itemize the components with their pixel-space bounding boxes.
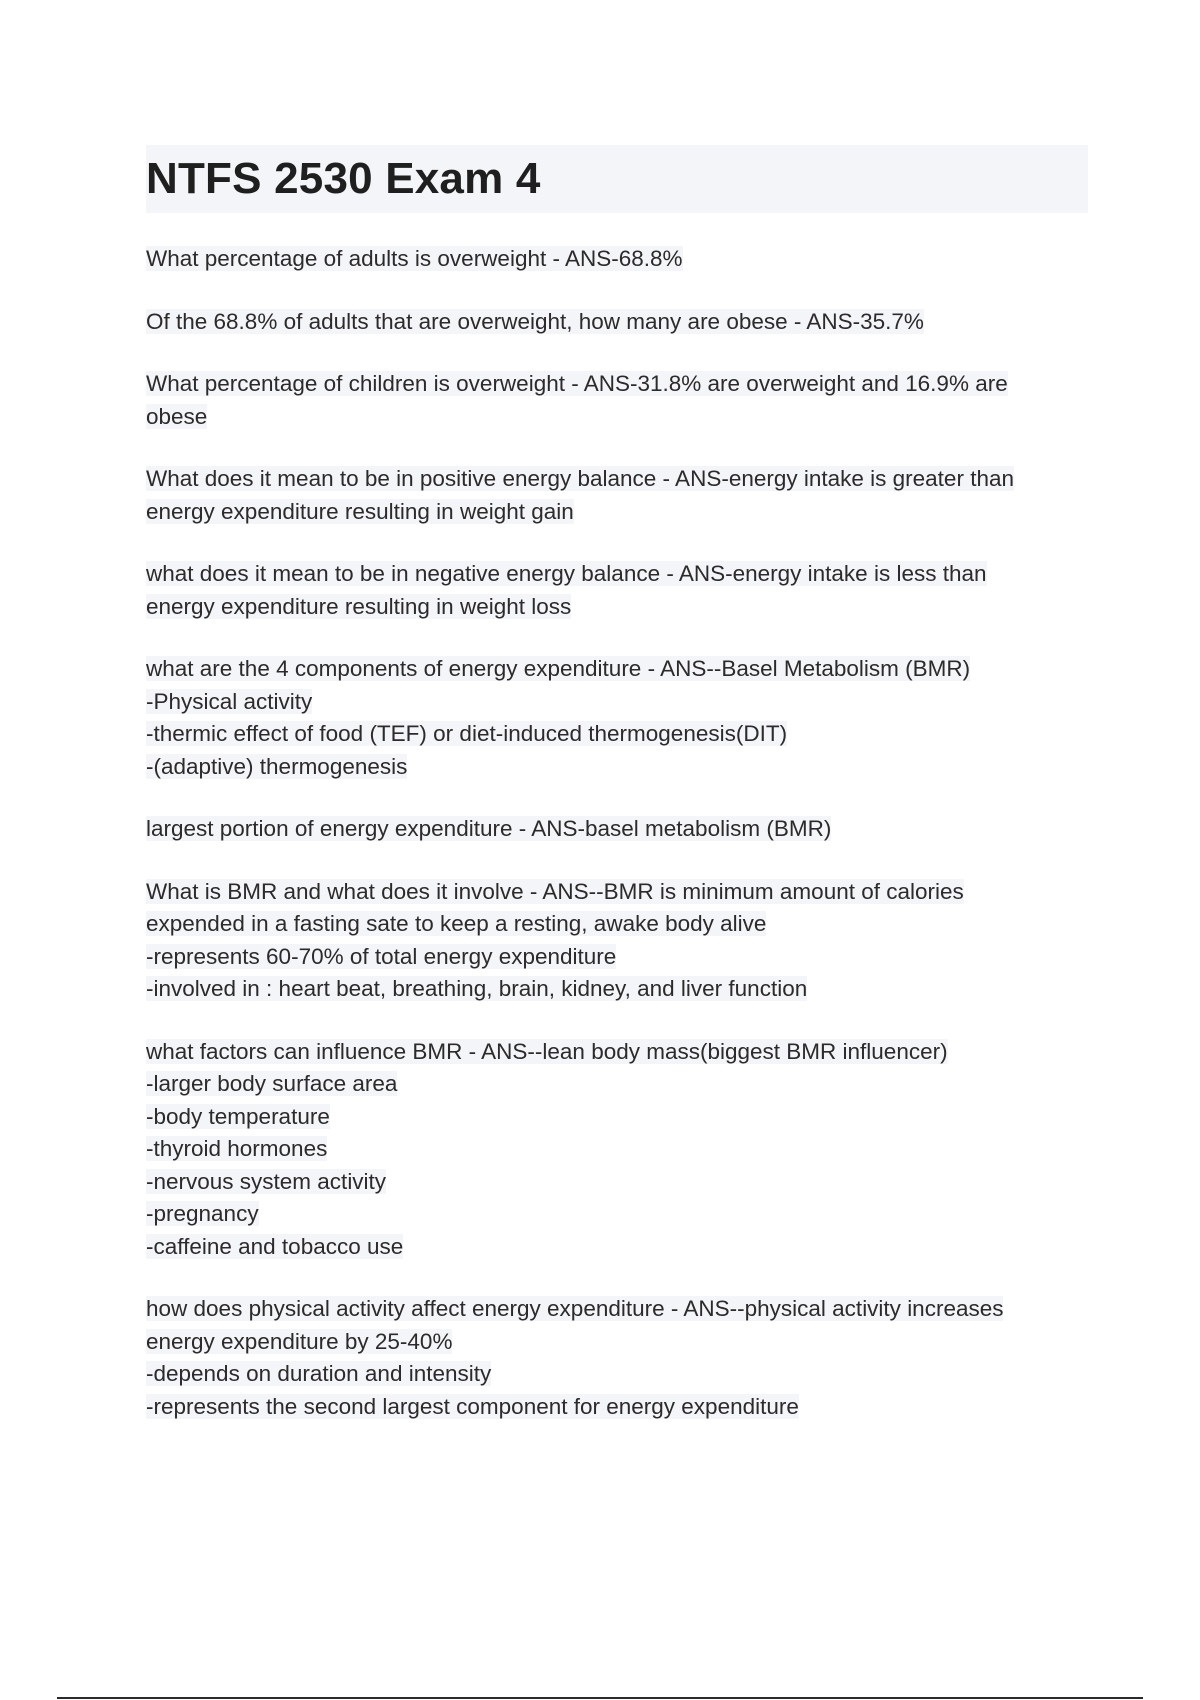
qa-line <box>146 1293 1088 1326</box>
qa-text: energy expenditure resulting in weight gain <box>146 498 574 524</box>
qa-text: what factors can influence BMR - ANS--lean body mass(biggest BMR influencer) <box>146 1038 948 1064</box>
qa-line <box>146 1068 1088 1101</box>
qa-line <box>146 368 1088 401</box>
qa-text: -represents 60-70% of total energy expenditure <box>146 943 617 969</box>
page-title: NTFS 2530 Exam 4 <box>146 154 541 203</box>
qa-text: What does it mean to be in positive energy balance - ANS-energy intake is greater than <box>146 466 1014 491</box>
qa-text: how does physical activity affect energy expenditure - ANS--physical activity increases <box>146 1296 1004 1321</box>
qa-line <box>146 1326 1088 1359</box>
qa-text: -pregnancy <box>146 1201 259 1226</box>
qa-line <box>146 876 1088 909</box>
qa-line <box>146 463 1088 496</box>
qa-line <box>146 653 1088 686</box>
qa-line <box>146 591 1088 624</box>
qa-text: -thyroid hormones <box>146 1136 328 1161</box>
qa-text: obese <box>146 403 208 429</box>
qa-line <box>146 401 1088 434</box>
qa-text: What is BMR and what does it involve - ANS--BMR is minimum amount of calories <box>146 878 964 904</box>
qa-line <box>146 306 1088 339</box>
qa-text: what are the 4 components of energy expenditure - ANS--Basel Metabolism (BMR) <box>146 656 971 681</box>
qa-line <box>146 243 1088 276</box>
qa-line <box>146 1391 1088 1424</box>
qa-item <box>146 463 1088 528</box>
qa-text: What percentage of adults is overweight - ANS-68.8% <box>146 246 683 271</box>
qa-item <box>146 243 1088 276</box>
qa-line <box>146 558 1088 591</box>
qa-line <box>146 1358 1088 1391</box>
qa-line <box>146 908 1088 941</box>
qa-text: energy expenditure by 25-40% <box>146 1328 453 1354</box>
qa-line <box>146 686 1088 719</box>
qa-line <box>146 1133 1088 1166</box>
qa-line <box>146 1166 1088 1199</box>
qa-item <box>146 653 1088 783</box>
qa-text: energy expenditure resulting in weight loss <box>146 593 572 619</box>
qa-line <box>146 751 1088 784</box>
qa-line <box>146 1036 1088 1069</box>
qa-text: -involved in : heart beat, breathing, brain, kidney, and liver function <box>146 976 808 1001</box>
qa-text: -thermic effect of food (TEF) or diet-induced thermogenesis(DIT) <box>146 721 788 746</box>
qa-line <box>146 1198 1088 1231</box>
qa-line <box>146 496 1088 529</box>
qa-item <box>146 876 1088 1006</box>
qa-text: -depends on duration and intensity <box>146 1361 492 1386</box>
title-block <box>146 145 1088 213</box>
qa-item <box>146 1293 1088 1423</box>
qa-item <box>146 813 1088 846</box>
qa-text: what does it mean to be in negative energy balance - ANS-energy intake is less than <box>146 561 987 586</box>
footer-rule <box>57 1697 1143 1699</box>
qa-text: expended in a fasting sate to keep a resting, awake body alive <box>146 911 767 936</box>
qa-list <box>146 243 1088 1453</box>
qa-line <box>146 718 1088 751</box>
qa-text: -Physical activity <box>146 688 313 714</box>
qa-item <box>146 558 1088 623</box>
qa-line <box>146 941 1088 974</box>
qa-line <box>146 973 1088 1006</box>
qa-text: -nervous system activity <box>146 1168 387 1194</box>
qa-text: -larger body surface area <box>146 1071 398 1096</box>
qa-text: largest portion of energy expenditure - ANS-basel metabolism (BMR) <box>146 816 832 841</box>
qa-text: Of the 68.8% of adults that are overweight, how many are obese - ANS-35.7% <box>146 308 924 334</box>
qa-item <box>146 306 1088 339</box>
qa-text: What percentage of children is overweight - ANS-31.8% are overweight and 16.9% are <box>146 371 1008 396</box>
qa-line <box>146 1231 1088 1264</box>
qa-text: -body temperature <box>146 1103 330 1129</box>
qa-text: -caffeine and tobacco use <box>146 1233 404 1259</box>
qa-line <box>146 813 1088 846</box>
qa-text: -(adaptive) thermogenesis <box>146 753 408 779</box>
qa-text: -represents the second largest component for energy expenditure <box>146 1393 799 1419</box>
qa-line <box>146 1101 1088 1134</box>
qa-item <box>146 368 1088 433</box>
qa-item <box>146 1036 1088 1264</box>
